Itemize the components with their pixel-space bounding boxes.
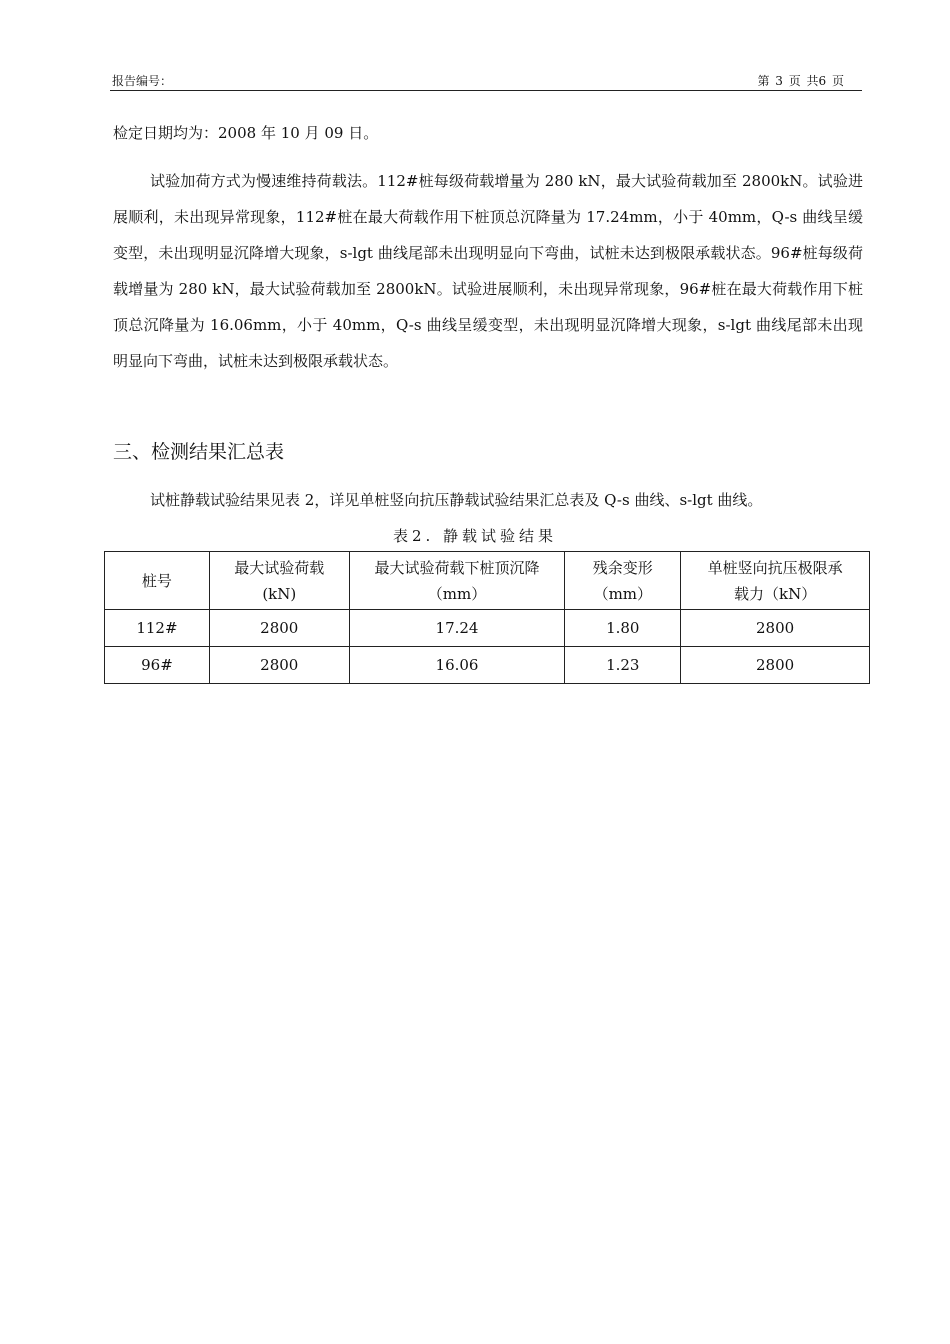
test-description-paragraph: 试验加荷方式为慢速维持荷载法。112#桩每级荷载增量为 280 kN，最大试验荷载加至 2800kN。试验进展顺利，未出现异常现象，112#桩在最大荷载作用下桩顶总沉降量为 17.24mm，小于 40mm，Q-s 曲线呈缓变型，未出现明显沉降增大现象，s-lgt 曲线尾部未出现明显向下弯曲，试桩未达到极限承载状态。96#桩每级荷载增量为 280 kN，最大试验荷载加至 2800kN。试验进展顺利，未出现异常现象，96#桩在最大荷载作用下桩顶总沉降量为 16.06mm，小于 40mm，Q-s 曲线呈缓变型，未出现明显沉降增大现象，s-lgt 曲线尾部未出现明显向下弯曲，试桩未达到极限承载状态。: [113, 172, 863, 370]
page-info: 第 3 页 共6 页: [757, 74, 844, 88]
section-title: 三、检测结果汇总表: [113, 441, 285, 463]
cell-settlement: 17.24: [349, 610, 565, 647]
static-load-results-table: [104, 551, 870, 684]
table-caption: 表2. 静载试验结果: [392, 527, 558, 545]
cell-ultimate-capacity: 2800: [681, 647, 870, 684]
header-unit: （mm）: [427, 584, 487, 603]
header-ultimate-capacity: [681, 552, 870, 610]
cell-ultimate-capacity: 2800: [681, 610, 870, 647]
header-settlement: [349, 552, 565, 610]
table-header-row: [105, 552, 870, 610]
header-text: 最大试验荷载下桩顶沉降: [374, 558, 540, 577]
header-text: 残余变形: [592, 558, 653, 577]
cell-max-load: 2800: [209, 610, 349, 647]
page-header: [110, 72, 862, 91]
table-reference-paragraph: 试桩静载试验结果见表 2，详见单桩竖向抗压静载试验结果汇总表及 Q-s 曲线、s-lgt 曲线。: [150, 491, 763, 509]
table-row: [105, 647, 870, 684]
header-max-load: [209, 552, 349, 610]
header-text: 桩号: [141, 571, 172, 590]
cell-max-load: 2800: [209, 647, 349, 684]
table-row: [105, 610, 870, 647]
cell-settlement: 16.06: [349, 647, 565, 684]
calibration-date-line: 检定日期均为：2008 年 10 月 09 日。: [113, 124, 379, 142]
report-number-label: 报告编号：: [112, 74, 173, 88]
cell-residual-deformation: 1.80: [565, 610, 681, 647]
header-residual-deformation: [565, 552, 681, 610]
cell-residual-deformation: 1.23: [565, 647, 681, 684]
cell-pile-number: 96#: [105, 647, 210, 684]
header-pile-number: [105, 552, 210, 610]
header-text: 最大试验荷载: [234, 558, 325, 577]
header-unit: (kN): [262, 584, 297, 603]
header-text: 单桩竖向抗压极限承: [707, 558, 843, 577]
cell-pile-number: 112#: [105, 610, 210, 647]
header-unit: （mm）: [593, 584, 653, 603]
header-unit: 载力（kN）: [734, 584, 817, 603]
